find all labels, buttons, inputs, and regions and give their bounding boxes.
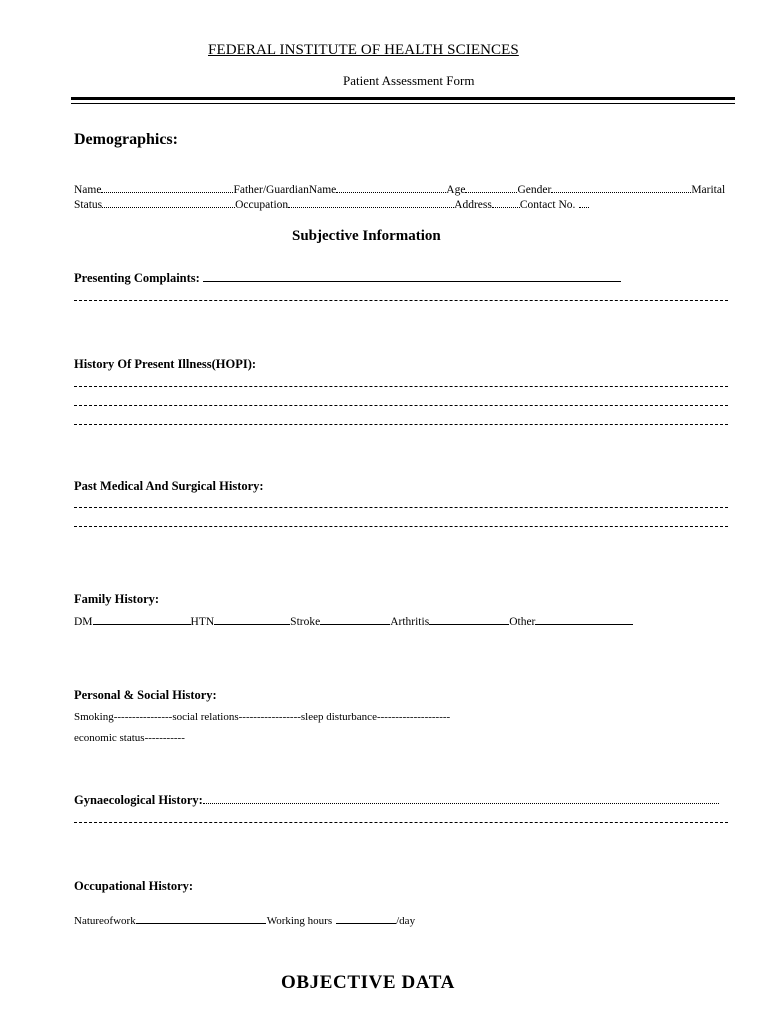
- subjective-heading: Subjective Information: [292, 228, 441, 244]
- objective-heading: OBJECTIVE DATA: [281, 972, 455, 993]
- gender-field[interactable]: [551, 182, 691, 193]
- working-hours-label: Working hours: [266, 915, 333, 927]
- family-history-row: [74, 614, 633, 628]
- presenting-complaints-line[interactable]: [74, 300, 728, 301]
- hopi-line-2[interactable]: [74, 405, 728, 406]
- stroke-field[interactable]: [320, 614, 390, 625]
- header-rule-thick: [71, 97, 735, 100]
- gender-label: Gender: [517, 184, 552, 196]
- working-hours-field[interactable]: [336, 913, 396, 924]
- father-label: Father/GuardianName: [233, 184, 337, 196]
- occupation-field[interactable]: [288, 197, 454, 208]
- address-field[interactable]: [492, 197, 520, 208]
- occupation-label: Occupation: [235, 199, 289, 211]
- occupational-row: [74, 913, 415, 927]
- per-day-label: /day: [396, 915, 416, 927]
- htn-label: HTN: [190, 616, 215, 628]
- nature-field[interactable]: [136, 913, 266, 924]
- contact-label: Contact No.: [519, 199, 576, 211]
- past-history-line-1[interactable]: [74, 507, 728, 508]
- personal-social-label: Personal & Social History:: [74, 688, 217, 702]
- marital-label: Marital: [691, 184, 726, 196]
- arthritis-label: Arthritis: [390, 616, 430, 628]
- occupational-history-label: Occupational History:: [74, 879, 194, 893]
- presenting-complaints-label: [74, 271, 621, 286]
- htn-field[interactable]: [214, 614, 290, 625]
- gynae-history-line[interactable]: [74, 822, 728, 823]
- age-label: Age: [446, 184, 466, 196]
- hopi-label: History Of Present Illness(HOPI):: [74, 357, 257, 371]
- contact-field[interactable]: [579, 197, 589, 208]
- name-field[interactable]: [101, 182, 233, 193]
- form-title: Patient Assessment Form: [343, 73, 475, 88]
- demographics-row-1: [74, 182, 725, 196]
- presenting-complaints-text: Presenting Complaints:: [74, 271, 200, 285]
- stroke-label: Stroke: [290, 616, 321, 628]
- other-label: Other: [509, 616, 536, 628]
- dm-label: DM: [74, 616, 93, 628]
- personal-social-line-1: Smoking----------------social relations-----------------sleep disturbance--------------------: [74, 711, 451, 723]
- age-field[interactable]: [465, 182, 517, 193]
- past-history-line-2[interactable]: [74, 526, 728, 527]
- name-label: Name: [74, 184, 102, 196]
- gynae-history-text: Gynaecological History:: [74, 793, 203, 807]
- presenting-complaints-field[interactable]: [203, 271, 621, 282]
- gynae-history-label: [74, 793, 719, 808]
- demographics-heading: Demographics:: [74, 131, 178, 148]
- institute-title: FEDERAL INSTITUTE OF HEALTH SCIENCES: [208, 42, 519, 58]
- status-label: Status: [74, 199, 103, 211]
- father-field[interactable]: [336, 182, 446, 193]
- address-label: Address: [454, 199, 492, 211]
- personal-social-line-2: economic status-----------: [74, 732, 185, 744]
- dm-field[interactable]: [93, 614, 191, 625]
- demographics-row-2: [74, 197, 589, 211]
- other-field[interactable]: [535, 614, 633, 625]
- header-rule-thin: [71, 103, 735, 104]
- status-field[interactable]: [102, 197, 235, 208]
- hopi-line-1[interactable]: [74, 386, 728, 387]
- nature-label: Natureofwork: [74, 915, 136, 927]
- gynae-history-field[interactable]: [203, 793, 719, 804]
- past-history-label: Past Medical And Surgical History:: [74, 479, 264, 493]
- family-history-label: Family History:: [74, 592, 160, 606]
- arthritis-field[interactable]: [429, 614, 509, 625]
- hopi-line-3[interactable]: [74, 424, 728, 425]
